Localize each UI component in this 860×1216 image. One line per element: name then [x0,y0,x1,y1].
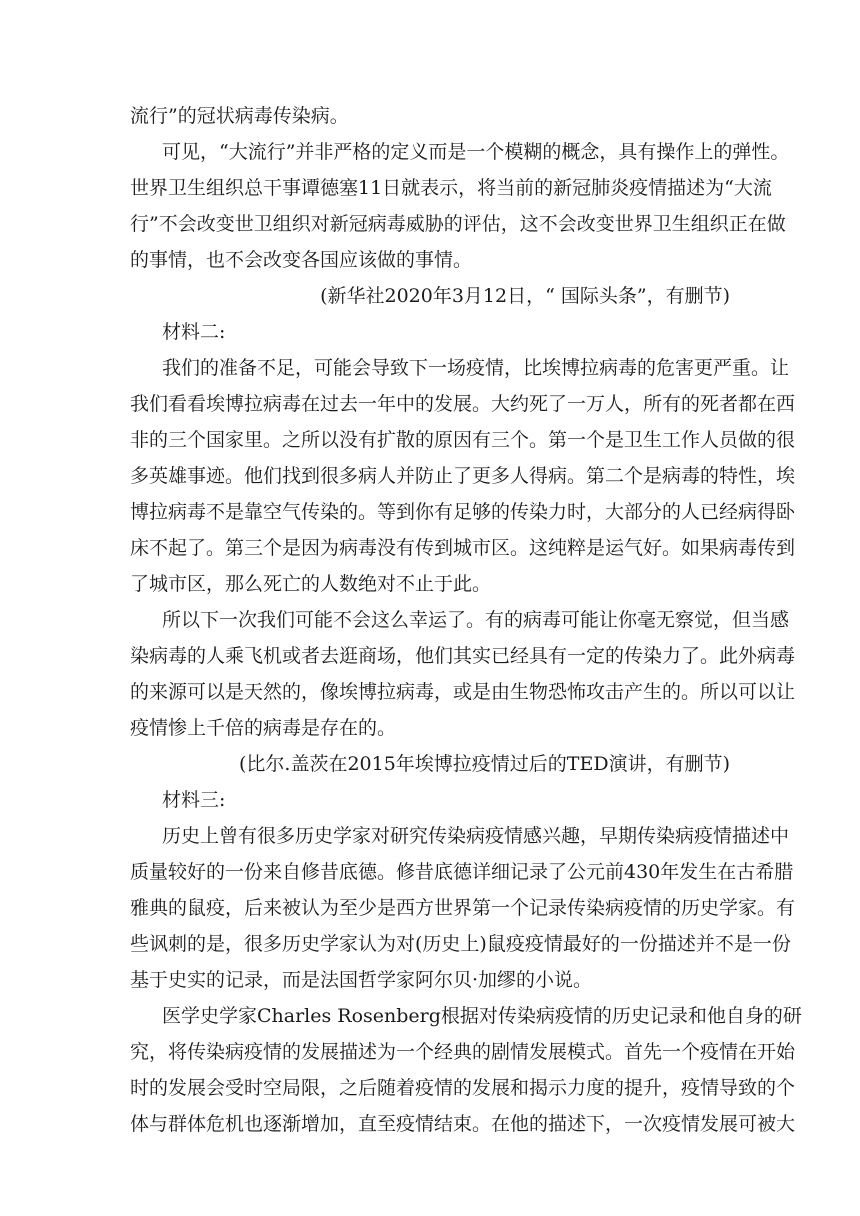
source-citation-2: (比尔.盖茨在2015年埃博拉疫情过后的TED演讲，有删节) [239,753,730,775]
text-line: 了城市区，那么死亡的人数绝对不止于此。 [130,573,492,595]
text-line: 行”不会改变世卫组织对新冠病毒威胁的评估，这不会改变世界卫生组织正在做 [130,213,786,235]
text-line: 世界卫生组织总干事谭德塞11日就表示，将当前的新冠肺炎疫情描述为“大流 [130,177,772,199]
section-heading-material-2: 材料二: [162,321,226,343]
text-line: 体与群体危机也逐渐增加，直至疫情结束。在他的描述下，一次疫情发展可被大 [130,1113,796,1135]
source-citation-1: (新华社2020年3月12日，“ 国际头条”，有删节) [320,285,730,307]
text-line: 博拉病毒不是靠空气传染的。等到你有足够的传染力时，大部分的人已经病得卧 [130,501,796,523]
paragraph-2 [130,350,796,602]
paragraph-5 [130,998,802,1142]
text-line: 的来源可以是天然的，像埃博拉病毒，或是由生物恐怖攻击产生的。所以可以让 [130,681,796,703]
text-line: 的事情，也不会改变各国应该做的事情。 [130,249,473,271]
paragraph-4 [130,818,796,998]
text-line: 多英雄事迹。他们找到很多病人并防止了更多人得病。第二个是病毒的特性，埃 [130,465,796,487]
text-line: 我们的准备不足，可能会导致下一场疫情，比埃博拉病毒的危害更严重。让 [162,357,790,379]
text-line: 历史上曾有很多历史学家对研究传染病疫情感兴趣，早期传染病疫情描述中 [162,825,790,847]
paragraph-1 [130,134,790,278]
paragraph-3 [130,602,796,746]
text-line: 时的发展会受时空局限，之后随着疫情的发展和揭示力度的提升，疫情导致的个 [130,1077,796,1099]
text-line: 究，将传染病疫情的发展描述为一个经典的剧情发展模式。首先一个疫情在开始 [130,1041,796,1063]
text-line: 可见，“大流行”并非严格的定义而是一个模糊的概念，具有操作上的弹性。 [162,141,790,163]
text-line: 非的三个国家里。之所以没有扩散的原因有三个。第一个是卫生工作人员做的很 [130,429,796,451]
section-heading-material-3: 材料三: [162,789,226,811]
text-line: 雅典的鼠疫，后来被认为至少是西方世界第一个记录传染病疫情的历史学家。有 [130,897,796,919]
paragraph-0 [130,98,736,134]
text-line: 床不起了。第三个是因为病毒没有传到城市区。这纯粹是运气好。如果病毒传到 [130,537,796,559]
text-line: 基于史实的记录，而是法国哲学家阿尔贝·加缪的小说。 [130,969,593,991]
text-line: 疫情惨上千倍的病毒是存在的。 [130,717,397,739]
text-line: 医学史学家Charles Rosenberg根据对传染病疫情的历史记录和他自身的研 [162,1005,802,1027]
text-line: 些讽刺的是，很多历史学家认为对(历史上)鼠疫疫情最好的一份描述并不是一份 [130,933,791,955]
text-line: 流行”的冠状病毒传染病。 [130,105,349,127]
document-page [130,98,802,1142]
text-line: 我们看看埃博拉病毒在过去一年中的发展。大约死了一万人，所有的死者都在西 [130,393,796,415]
text-line: 质量较好的一份来自修昔底德。修昔底德详细记录了公元前430年发生在古希腊 [130,861,794,883]
text-line: 染病毒的人乘飞机或者去逛商场，他们其实已经具有一定的传染力了。此外病毒 [130,645,796,667]
text-line: 所以下一次我们可能不会这么幸运了。有的病毒可能让你毫无察觉，但当感 [162,609,790,631]
